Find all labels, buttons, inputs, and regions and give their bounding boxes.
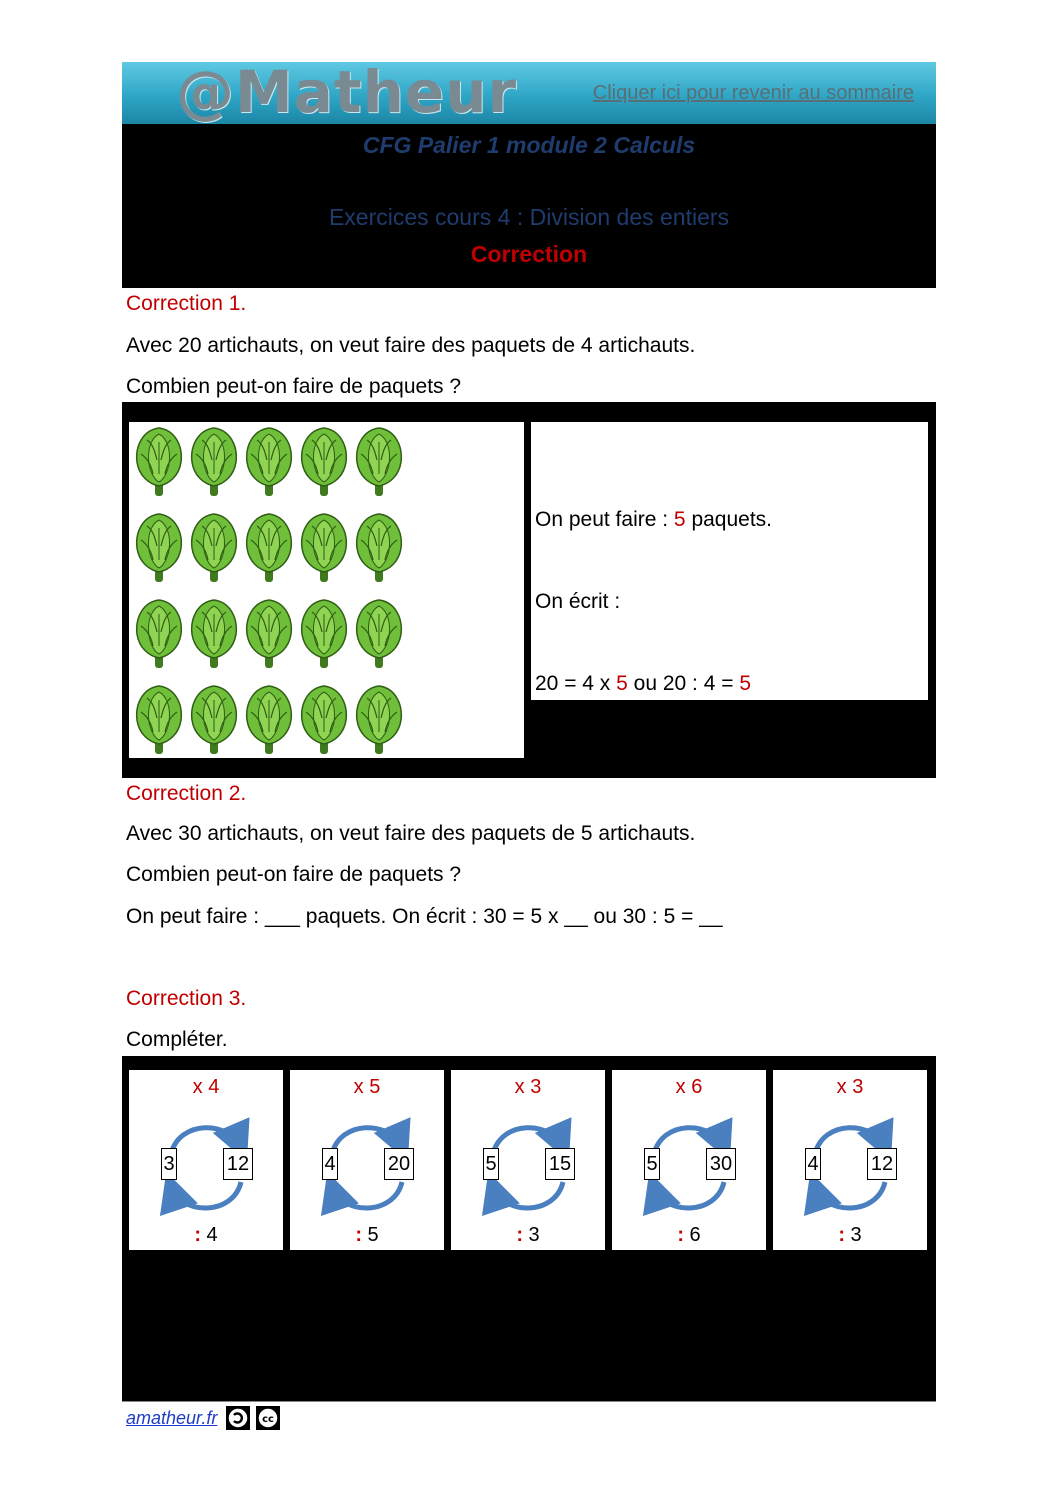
divisor-value: 5 xyxy=(361,1224,379,1246)
ex1-answer-count: On peut faire : 5 paquets. xyxy=(535,508,773,531)
divisor-label xyxy=(451,1224,605,1247)
divisor-value: 3 xyxy=(522,1224,540,1246)
correction-title: Correction xyxy=(470,241,588,267)
course-title: Exercices cours 4 : Division des entiers xyxy=(328,204,730,230)
artichoke-icon xyxy=(298,510,350,584)
artichoke-icon xyxy=(188,596,240,670)
artichoke-icon xyxy=(243,682,295,756)
header-banner xyxy=(122,62,936,124)
artichoke-icon xyxy=(133,510,185,584)
footer-divider xyxy=(122,1401,936,1402)
start-number: 5 xyxy=(644,1148,660,1180)
artichoke-icon xyxy=(133,596,185,670)
operation-card xyxy=(612,1070,766,1250)
ex1-heading: Correction 1. xyxy=(126,292,247,315)
module-subtitle: CFG Palier 1 module 2 Calculs xyxy=(362,132,696,158)
cycle-arrows-icon xyxy=(612,1070,766,1250)
ex2-question: Combien peut-on faire de paquets ? xyxy=(126,863,462,886)
cycle-arrows-icon xyxy=(129,1070,283,1250)
ex3-heading: Correction 3. xyxy=(126,987,247,1010)
svg-text:cc: cc xyxy=(262,1414,274,1425)
copyleft-icon xyxy=(226,1406,250,1430)
ex2-fill-in: On peut faire : ___ paquets. On écrit : 30 = 5 x __ ou 30 : 5 = __ xyxy=(126,905,723,928)
artichoke-icon xyxy=(133,424,185,498)
divisor-value: 3 xyxy=(844,1224,862,1246)
home-link[interactable]: Cliquer ici pour revenir au sommaire xyxy=(592,82,914,104)
ex1-block xyxy=(122,402,936,778)
site-logo[interactable]: @Matheur xyxy=(176,62,518,124)
start-number: 3 xyxy=(161,1148,177,1180)
operation-card xyxy=(129,1070,283,1250)
result-number: 15 xyxy=(545,1148,575,1180)
footer-site-link[interactable]: amatheur.fr xyxy=(126,1408,218,1428)
divisor-label xyxy=(129,1224,283,1247)
artichoke-icon xyxy=(243,424,295,498)
ex1-question: Combien peut-on faire de paquets ? xyxy=(126,375,462,398)
artichoke-icon xyxy=(298,424,350,498)
cycle-arrows-icon xyxy=(451,1070,605,1250)
artichoke-icon xyxy=(353,424,405,498)
creative-commons-icon xyxy=(256,1406,280,1430)
division-sign: : xyxy=(838,1224,845,1246)
artichoke-icon xyxy=(353,510,405,584)
multiplier-label: x 4 xyxy=(192,1076,220,1098)
division-sign: : xyxy=(677,1224,684,1246)
divisor-value: 6 xyxy=(683,1224,701,1246)
start-number: 4 xyxy=(805,1148,821,1180)
operation-card xyxy=(773,1070,927,1250)
operation-card xyxy=(290,1070,444,1250)
artichoke-icon xyxy=(243,596,295,670)
ex1-answer-writes: On écrit : xyxy=(535,590,621,613)
artichoke-icon xyxy=(243,510,295,584)
cycle-arrows-icon xyxy=(290,1070,444,1250)
divisor-label xyxy=(773,1224,927,1247)
result-number: 30 xyxy=(706,1148,736,1180)
ex1-statement: Avec 20 artichauts, on veut faire des paquets de 4 artichauts. xyxy=(126,334,696,357)
result-number: 20 xyxy=(384,1148,414,1180)
page xyxy=(122,62,936,1434)
artichoke-icon xyxy=(188,682,240,756)
ex3-block xyxy=(122,1056,936,1401)
artichoke-icon xyxy=(133,682,185,756)
divisor-value: 4 xyxy=(200,1224,218,1246)
division-sign: : xyxy=(355,1224,362,1246)
artichoke-icon xyxy=(298,596,350,670)
divisor-label xyxy=(290,1224,444,1247)
cycle-arrows-icon xyxy=(773,1070,927,1250)
ex1-answer-equation: 20 = 4 x 5 ou 20 : 4 = 5 xyxy=(535,672,752,695)
multiplier-label: x 5 xyxy=(353,1076,381,1098)
artichoke-grid xyxy=(129,422,524,758)
artichoke-icon xyxy=(188,424,240,498)
result-number: 12 xyxy=(223,1148,253,1180)
ex2-statement: Avec 30 artichauts, on veut faire des paquets de 5 artichauts. xyxy=(126,822,696,845)
ex2-heading: Correction 2. xyxy=(126,782,247,805)
operation-card xyxy=(451,1070,605,1250)
start-number: 4 xyxy=(322,1148,338,1180)
multiplier-label: x 3 xyxy=(836,1076,864,1098)
start-number: 5 xyxy=(483,1148,499,1180)
multiplier-label: x 6 xyxy=(675,1076,703,1098)
multiplier-label: x 3 xyxy=(514,1076,542,1098)
division-sign: : xyxy=(516,1224,523,1246)
ex1-answer-box xyxy=(531,422,928,700)
artichoke-icon xyxy=(188,510,240,584)
result-number: 12 xyxy=(867,1148,897,1180)
divisor-label xyxy=(612,1224,766,1247)
title-block xyxy=(122,124,936,288)
artichoke-icon xyxy=(353,682,405,756)
artichoke-icon xyxy=(353,596,405,670)
artichoke-icon xyxy=(298,682,350,756)
division-sign: : xyxy=(194,1224,201,1246)
ex3-instruction: Compléter. xyxy=(126,1028,228,1051)
